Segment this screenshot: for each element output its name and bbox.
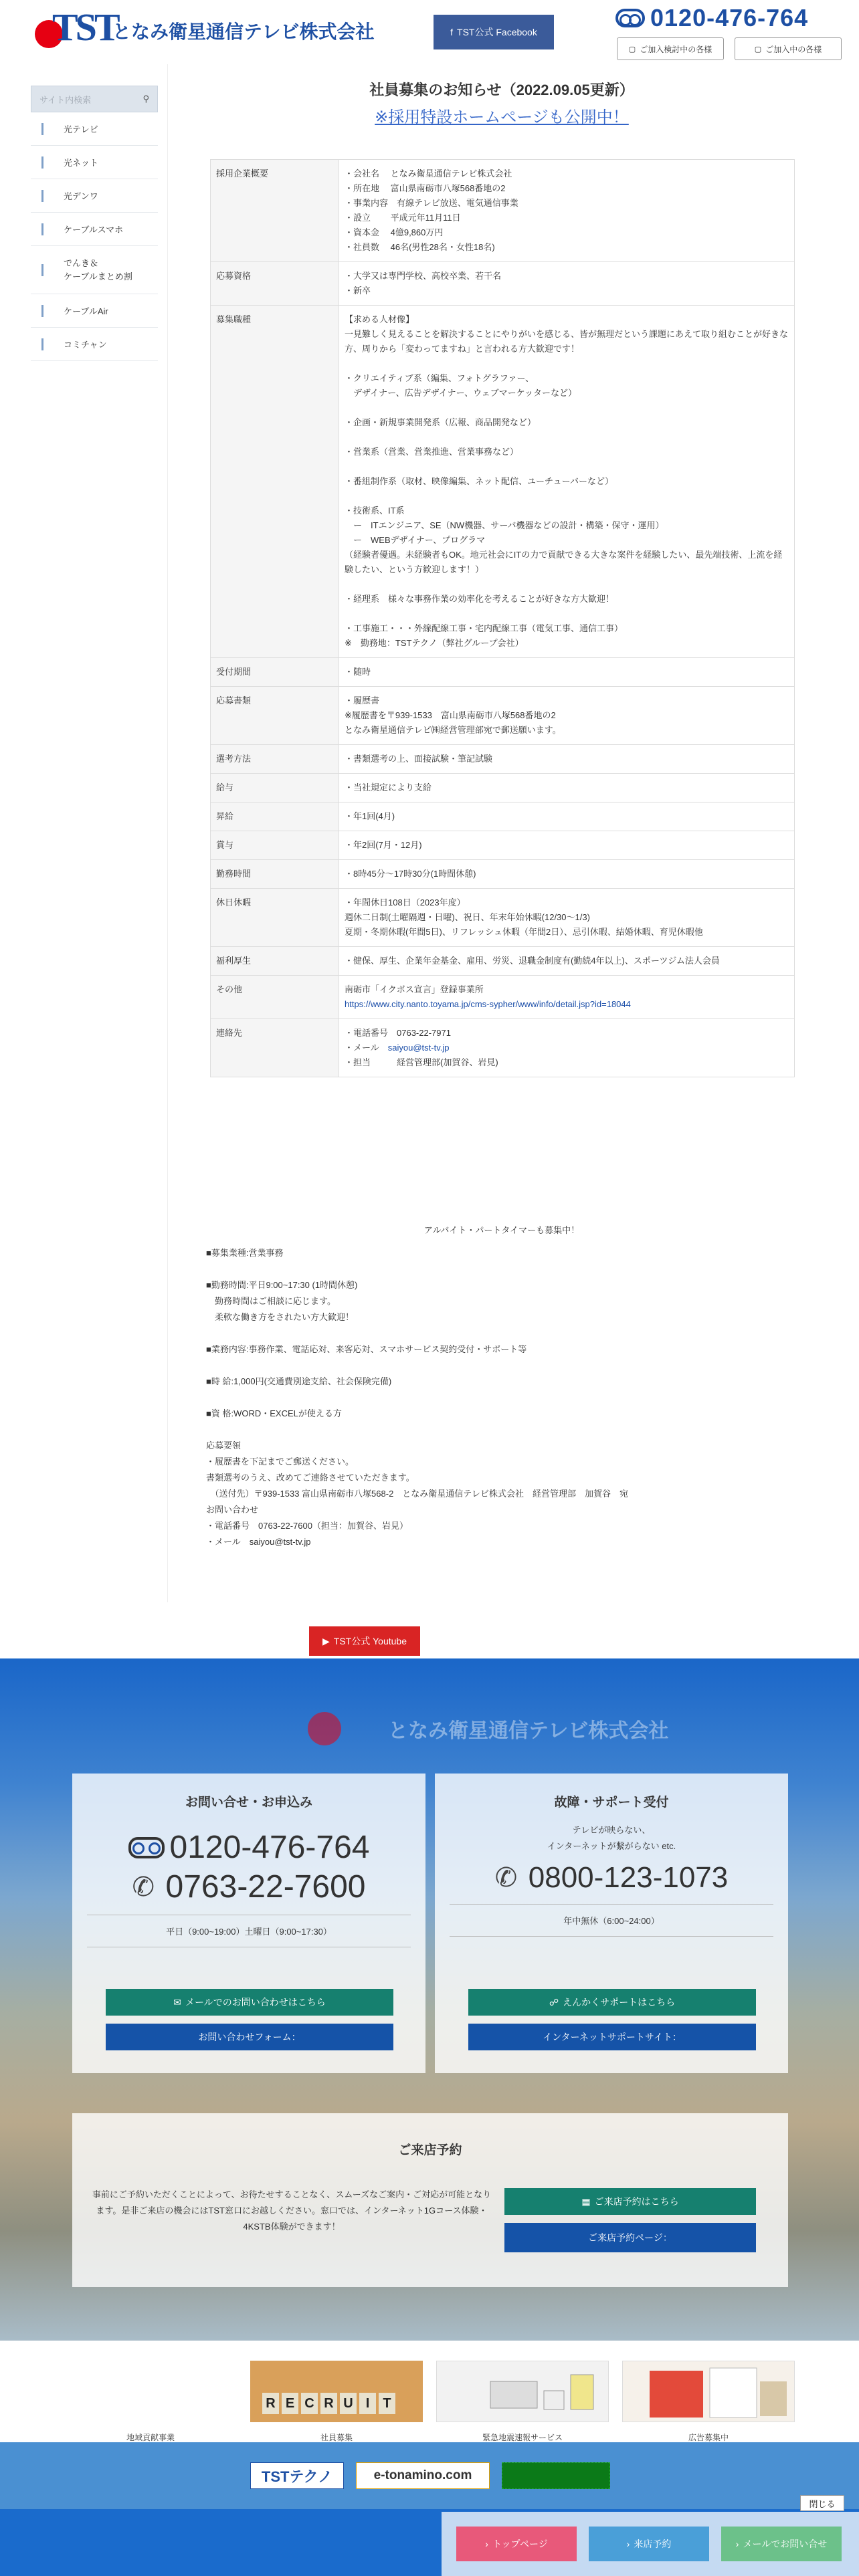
site-header <box>0 0 859 64</box>
row-key: その他 <box>211 976 339 1019</box>
row-key: 給与 <box>211 774 339 802</box>
mail-contact-label: メールでお問い合せ <box>743 2539 828 2549</box>
inquiry-title: お問い合せ・お申込み <box>185 1796 312 1810</box>
item-bullet <box>41 338 43 350</box>
inquiry-freedial[interactable] <box>72 1829 425 1866</box>
company-logo[interactable] <box>25 5 374 49</box>
row-value-text: ・随時 <box>345 667 371 677</box>
recruit-letter: C <box>301 2393 318 2414</box>
row-value <box>339 802 795 831</box>
phone-icon: ✆ <box>132 1872 155 1902</box>
support-hours: 年中無休（6:00~24:00） <box>563 1916 660 1926</box>
remote-support-label: えんかくサポートはこちら <box>563 1997 676 2008</box>
inquiry-hours: 平日（9:00~19:00）土曜日（9:00~17:30） <box>166 1927 332 1937</box>
recruit-letter: R <box>262 2393 279 2414</box>
row-key: 勤務時間 <box>211 860 339 889</box>
header-phone-number: 0120-476-764 <box>650 4 809 31</box>
item-bullet <box>41 305 43 317</box>
support-icon: ☍ <box>549 1996 559 2008</box>
row-key: 応募書類 <box>211 687 339 745</box>
row-value <box>339 889 795 947</box>
top-page-label: トップページ <box>492 2539 548 2549</box>
row-value <box>339 831 795 860</box>
row-value-text: ・担当 経営管理部(加賀谷、岩見) <box>345 1057 498 1067</box>
table-row <box>211 976 795 1019</box>
search-placeholder: サイト内検索 <box>39 94 92 105</box>
row-value-text: ・8時45分～17時30分(1時間休憩) <box>345 869 476 879</box>
inquiry-panel <box>72 1774 425 2073</box>
sidebar-item-label: 光ネット <box>64 158 99 168</box>
item-bullet <box>41 123 43 135</box>
detail-link[interactable]: https://www.city.nanto.toyama.jp/cms-sypher/www/info/detail.jsp?id=18044 <box>345 999 631 1009</box>
row-value-text: ・健保、厚生、企業年金基金、雇用、労災、退職金制度有(勤続4年以上)、スポーツジム法人会員 <box>345 956 720 966</box>
sidebar <box>31 86 158 361</box>
prospective-customer-button[interactable] <box>617 37 724 60</box>
youtube-label: TST公式 Youtube <box>333 1636 407 1646</box>
banner-caption: 広告募集中 <box>688 2433 729 2442</box>
row-value <box>339 687 795 745</box>
faded-company-name: となみ衛星通信テレビ株式会社 <box>388 1720 669 1742</box>
sidebar-item-comichan[interactable] <box>31 328 158 361</box>
recruit-letter: T <box>379 2393 395 2414</box>
part-time-notice <box>201 1222 803 1550</box>
row-key: 連絡先 <box>211 1019 339 1077</box>
mail-inquiry-button[interactable] <box>106 1989 393 2016</box>
row-value <box>339 774 795 802</box>
visit-reserve-page-label: ご来店予約ページ： <box>588 2232 672 2243</box>
inquiry-form-button[interactable] <box>106 2024 393 2050</box>
fixed-action-bar <box>442 2512 859 2576</box>
row-key: 採用企業概要 <box>211 160 339 262</box>
mail-contact-button[interactable] <box>721 2527 842 2561</box>
row-value-text: ・電話番号 0763-22-7971 ・メール <box>345 1028 451 1053</box>
row-value <box>339 947 795 976</box>
table-row <box>211 889 795 947</box>
table-row <box>211 947 795 976</box>
item-bullet <box>41 190 43 202</box>
mail-icon: ✉ <box>173 1996 181 2008</box>
table-row <box>211 687 795 745</box>
visit-description: 事前にご予約いただくことによって、お待たせすることなく、スムーズなご案内・ご対応が可能となります。是非ご来店の機会にはTST窓口にお越しください。窓口では、インターネット1Gコース体験・4KSTB体験ができます！ <box>92 2189 492 2232</box>
remote-support-button[interactable] <box>468 1989 756 2016</box>
table-row <box>211 831 795 860</box>
recruit-word <box>262 2393 395 2414</box>
earthquake-device-illustration <box>437 2361 609 2423</box>
sidebar-item-label: ケーブルスマホ <box>64 225 124 235</box>
table-row <box>211 774 795 802</box>
sidebar-item-hikari-net[interactable] <box>31 146 158 179</box>
doc-icon: ▢ <box>628 45 636 53</box>
freedial-icon <box>615 9 645 27</box>
sidebar-item-label: 光デンワ <box>64 191 98 201</box>
earthquake-banner[interactable] <box>436 2361 609 2422</box>
visit-button[interactable] <box>589 2527 709 2561</box>
row-key: 賞与 <box>211 831 339 860</box>
table-row <box>211 1019 795 1077</box>
sidebar-item-hikari-tv[interactable] <box>31 112 158 146</box>
row-value-text: ・年1回(4月) <box>345 811 395 821</box>
banner-caption: 地域貢献事業 <box>126 2433 175 2442</box>
green-banner-link[interactable] <box>502 2462 610 2489</box>
inquiry-tel-number: 0763-22-7600 <box>165 1869 366 1905</box>
recruit-site-link[interactable]: ※採用特設ホームページも公開中！ <box>375 108 629 126</box>
inquiry-freedial-number: 0120-476-764 <box>169 1830 370 1865</box>
table-row <box>211 802 795 831</box>
header-freedial[interactable] <box>615 4 808 32</box>
table-row <box>211 745 795 774</box>
community-banner[interactable] <box>64 2361 237 2422</box>
visit-title: ご来店予約 <box>398 2143 462 2157</box>
item-bullet <box>41 264 43 276</box>
table-row <box>211 658 795 687</box>
support-title: 故障・サポート受付 <box>554 1796 669 1810</box>
sidebar-item-label: でんき＆ ケーブルまとめ割 <box>64 257 132 282</box>
support-tel[interactable] <box>435 1861 788 1895</box>
recruit-letter: R <box>320 2393 337 2414</box>
row-value-text: 【求める人材像】 一見難しく見えることを解決することにやりがいを感じる、皆が無理だという課題にあえて取り組むことが好きな方、周りから「変わってますね」と言われる方大歓迎です！ ・クリエイティブ系（編集、フォトグラファー、 デザイナー、広告デザイナー、ウェブマーケッターなど） ・企画・新規事業開発系（広報、商品開発など） ・営業系（営業、営業推進、営業事務など） ・番組制作系（取材、映像編集、ネット配信、ユーチューバーなど） ・技術系、IT系 ー ITエンジニア、SE（NW機器、サーバ機器などの設計・構築・保守・運用） ー WEBデザイナー、プログラマ （経験者優遇。未経験者もOK。地元社会にITの力で貢献できる大きな案件を経験したい、最先端技術、上流を経験したい、という方歓迎します！） ・経理系 様々な事務作業の効率化を考えることが好きな方大歓迎！ ・工事施工・・・外線配線工事・宅内配線工事（電気工事、通信工事） ※ 勤務地：TSTテクノ（弊社グループ会社） <box>345 314 789 648</box>
row-value-text: ・当社規定により支給 <box>345 782 432 792</box>
sidebar-item-cable-air[interactable] <box>31 294 158 328</box>
banner-row <box>0 2341 859 2442</box>
facebook-label: TST公式 Facebook <box>457 27 537 37</box>
mail-inquiry-label: メールでのお問い合わせはこちら <box>185 1997 326 2008</box>
banner-caption: 緊急地震速報サービス <box>482 2433 563 2442</box>
sidebar-item-label: ケーブルAir <box>64 306 108 316</box>
sidebar-item-cable-smartphone[interactable] <box>31 213 158 246</box>
row-value-text: ・大学又は専門学校、高校卒業、若干名 ・新卒 <box>345 271 502 296</box>
visit-reserve-button[interactable] <box>504 2188 756 2215</box>
row-value <box>339 262 795 306</box>
inquiry-tel[interactable] <box>72 1868 425 1905</box>
visit-reserve-page-button[interactable] <box>504 2223 756 2252</box>
visit-panel <box>72 2113 788 2287</box>
row-key: 昇給 <box>211 802 339 831</box>
ad-illustration <box>623 2361 795 2423</box>
row-key: 選考方法 <box>211 745 339 774</box>
recruit-letter: U <box>340 2393 357 2414</box>
facebook-button[interactable] <box>434 15 554 49</box>
sidebar-item-hikari-denwa[interactable] <box>31 179 158 213</box>
row-value-text: ・履歴書 ※履歴書を〒939-1533 富山県南砺市八塚568番地の2 となみ衛星通信テレビ㈱経営管理部宛で郵送願います。 <box>345 695 561 735</box>
table-row <box>211 262 795 306</box>
row-value <box>339 658 795 687</box>
chevron-right-icon: › <box>735 2539 739 2549</box>
support-description: テレビが映らない、 インターネットが繋がらない etc. <box>547 1825 676 1851</box>
row-value <box>339 160 795 262</box>
logo-tst-text: TST <box>52 5 118 49</box>
row-key: 休日休暇 <box>211 889 339 947</box>
email-link[interactable]: saiyou@tst-tv.jp <box>387 1043 450 1053</box>
partner-logo-bar <box>0 2442 859 2509</box>
youtube-icon: ▶ <box>322 1635 330 1646</box>
recruit-letter: E <box>282 2393 298 2414</box>
main-content <box>201 64 803 1547</box>
divider <box>450 1904 773 1905</box>
row-value-text: ・書類選考の上、面接試験・筆記試験 <box>345 754 493 764</box>
freedial-icon <box>128 1837 165 1858</box>
prospective-customer-label: ご加入検討中の各様 <box>640 44 712 54</box>
member-customer-button[interactable] <box>735 37 842 60</box>
visit-label: 来店予約 <box>634 2539 672 2549</box>
row-value-text: ・会社名 となみ衛星通信テレビ株式会社 ・所在地 富山県南砺市八塚568番地の2 ・事業内容 有線テレビ放送、電気通信事業 ・設立 平成元年11月11日 ・資本金 4億9,860万円 ・社員数 46名(男性28名・女性18名) <box>345 169 518 252</box>
row-key: 募集職種 <box>211 306 339 658</box>
support-panel <box>435 1774 788 2073</box>
row-key: 受付期間 <box>211 658 339 687</box>
tst-techno-link[interactable]: TSTテクノ <box>250 2462 344 2489</box>
chevron-right-icon: › <box>626 2539 630 2549</box>
table-row <box>211 160 795 262</box>
support-tel-number: 0800-123-1073 <box>528 1861 729 1894</box>
site-search-input[interactable] <box>31 86 158 112</box>
recruit-letter: I <box>359 2393 376 2414</box>
row-value <box>339 1019 795 1077</box>
internet-support-label: インターネットサポートサイト： <box>543 2032 682 2042</box>
banner-caption: 社員募集 <box>320 2433 353 2442</box>
chevron-right-icon: › <box>485 2539 488 2549</box>
row-value <box>339 745 795 774</box>
part-time-heading: アルバイト・パートタイマーも募集中！ <box>423 1225 580 1235</box>
row-key: 応募資格 <box>211 262 339 306</box>
contact-section <box>0 1658 859 2341</box>
row-value <box>339 306 795 658</box>
table-row <box>211 860 795 889</box>
row-value-text: 南砺市「イクボス宣言」登録事業所 <box>345 984 484 994</box>
part-time-body: ■募集業種:営業事務 ■勤務時間:平日9:00~17:30 (1時間休憩) 勤務時間はご相談に応じます。 柔軟な働き方をされたい方大歓迎！ ■業務内容:事務作業、電話応対、来客応対、スマホサービス契約受付・サポート等 ■時 給:1,000円(交通費別途支給、社会保険完備) ■資 格:WORD・EXCELが使える方 応募要領 ・履歴書を下記までご郵送ください。 書類選考のうえ、改めてご連絡させていただきます。 （送付先）〒939-1533 富山県南砺市八塚568-2 となみ衛星通信テレビ株式会社 経営管理部 加賀谷 宛 お問い合わせ ・電話番号 0763-22-7600（担当：加賀谷、岩見） ・メール saiyou@tst-tv.jp <box>206 1248 629 1547</box>
top-page-button[interactable] <box>456 2527 577 2561</box>
recruit-banner[interactable] <box>250 2361 423 2422</box>
sidebar-item-label: 光テレビ <box>64 124 98 134</box>
facebook-icon: f <box>450 27 454 37</box>
faded-logo <box>308 1712 668 1745</box>
inquiry-form-label: お問い合わせフォーム： <box>198 2032 301 2042</box>
close-button[interactable]: 閉じる <box>800 2495 844 2511</box>
row-value <box>339 860 795 889</box>
page-title: 社員募集のお知らせ（2022.09.05更新） <box>369 82 634 98</box>
search-icon[interactable]: ⚲ <box>142 94 149 104</box>
row-value <box>339 976 795 1019</box>
row-value-text: ・年2回(7月・12月) <box>345 840 422 850</box>
member-customer-label: ご加入中の各様 <box>765 44 822 54</box>
row-key: 福利厚生 <box>211 947 339 976</box>
recruitment-table <box>210 159 795 1077</box>
company-name: となみ衛星通信テレビ株式会社 <box>112 21 375 42</box>
calendar-icon: ▦ <box>581 2195 591 2207</box>
sidebar-item-denki-bundle[interactable] <box>31 246 158 294</box>
item-bullet <box>41 223 43 235</box>
divider <box>450 1936 773 1937</box>
logo-red-ball <box>308 1712 341 1745</box>
etonamino-link[interactable]: e-tonamino.com <box>356 2462 490 2489</box>
item-bullet <box>41 156 43 169</box>
row-value-text: ・年間休日108日（2023年度） 週休二日制(土曜隔週・日曜)、祝日、年末年始休暇(12/30～1/3) 夏期・冬期休暇(年間5日)、リフレッシュ休暇（年間2日）、忌引休暇、結婚休暇、育児休暇他 <box>345 897 703 937</box>
internet-support-button[interactable] <box>468 2024 756 2050</box>
phone-icon: ✆ <box>494 1863 518 1893</box>
doc-icon: ▢ <box>754 45 762 53</box>
visit-reserve-label: ご来店予約はこちら <box>594 2196 679 2207</box>
ad-banner[interactable] <box>622 2361 795 2422</box>
content-divider <box>167 64 168 1602</box>
table-row <box>211 306 795 658</box>
tst-logo-mark <box>25 5 118 49</box>
youtube-button[interactable] <box>309 1626 420 1656</box>
sidebar-item-label: コミチャン <box>64 340 107 350</box>
